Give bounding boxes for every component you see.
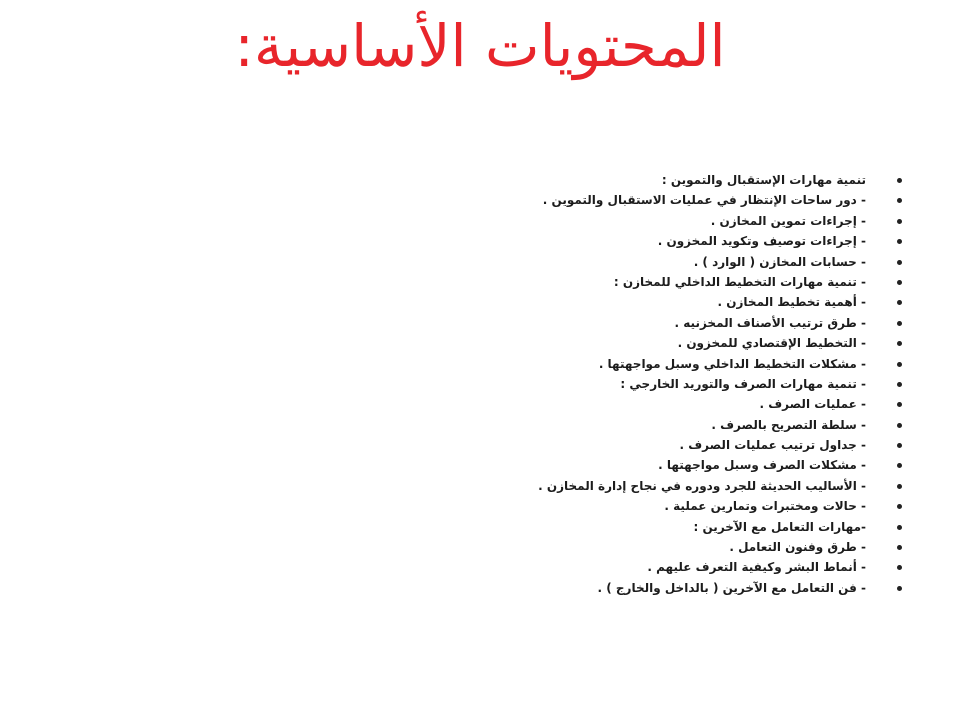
content-area (520, 170, 910, 610)
bullet-icon (897, 362, 902, 367)
list-item-text: تنمية مهارات الإستقبال والتموين : (661, 173, 866, 187)
list-item (520, 170, 910, 190)
list-item-text: - تنمية مهارات الصرف والتوريد الخارجي : (620, 376, 866, 391)
list-item-text: - أهمية تخطيط المخازن . (717, 295, 866, 310)
bullet-icon (897, 423, 902, 428)
list-item-text: - مشكلات الصرف وسبل مواجهتها . (658, 458, 866, 473)
list-item (520, 557, 910, 577)
bullet-icon (897, 504, 902, 509)
list-item (520, 415, 910, 435)
bullet-icon (897, 280, 902, 285)
list-item-text: - عمليات الصرف . (759, 397, 866, 412)
list-item-text: - حالات ومختبرات وتمارين عملية . (664, 499, 866, 514)
list-item (520, 333, 910, 353)
list-item (520, 455, 910, 475)
list-item (520, 374, 910, 394)
list-item (520, 292, 910, 312)
bullet-icon (897, 382, 902, 387)
list-item (520, 190, 910, 210)
list-item-text: - التخطيط الإقتصادي للمخزون . (677, 336, 866, 351)
bullet-icon (897, 463, 902, 468)
list-item-text: - فن التعامل مع الآخرين ( بالداخل والخارج ) . (597, 580, 866, 595)
list-item-text: - طرق ترتيب الأصناف المخزنيه . (674, 315, 866, 330)
bullet-icon (897, 239, 902, 244)
bullet-icon (897, 219, 902, 224)
list-item-text: - مشكلات التخطيط الداخلي وسبل مواجهتها . (598, 356, 866, 371)
bullet-icon (897, 586, 902, 591)
bullet-icon (897, 525, 902, 530)
list-item (520, 272, 910, 292)
list-item-text: - حسابات المخازن ( الوارد ) . (693, 254, 866, 269)
slide-title: المحتويات الأساسية: (234, 12, 726, 80)
list-item-text: - إجراءات توصيف وتكويد المخزون . (657, 234, 866, 249)
bullet-icon (897, 300, 902, 305)
list-item (520, 435, 910, 455)
bullet-icon (897, 321, 902, 326)
list-item (520, 252, 910, 272)
list-item-text: - طرق وفنون التعامل . (729, 540, 866, 555)
list-item-text: - إجراءات تموين المخازن . (710, 213, 866, 228)
bullet-list (520, 170, 910, 598)
list-item (520, 231, 910, 251)
list-item-text: - أنماط البشر وكيفية التعرف عليهم . (647, 560, 866, 575)
list-item-text: -مهارات التعامل مع الآخرين : (693, 519, 866, 534)
list-item (520, 354, 910, 374)
list-item-text: - دور ساحات الإنتظار في عمليات الاستقبال والتموين . (542, 193, 866, 208)
list-item (520, 537, 910, 557)
list-item-text: - الأساليب الحديثة للجرد ودوره في نجاح إدارة المخازن . (538, 478, 866, 493)
bullet-icon (897, 402, 902, 407)
bullet-icon (897, 198, 902, 203)
bullet-icon (897, 178, 902, 183)
list-item-text: - سلطة التصريح بالصرف . (711, 417, 866, 432)
list-item (520, 394, 910, 414)
bullet-icon (897, 260, 902, 265)
bullet-icon (897, 545, 902, 550)
list-item (520, 313, 910, 333)
bullet-icon (897, 443, 902, 448)
list-item (520, 517, 910, 537)
bullet-icon (897, 484, 902, 489)
list-item-text: - تنمية مهارات التخطيط الداخلي للمخازن : (613, 274, 866, 289)
bullet-icon (897, 565, 902, 570)
bullet-icon (897, 341, 902, 346)
list-item (520, 476, 910, 496)
list-item (520, 211, 910, 231)
list-item-text: - جداول ترتيب عمليات الصرف . (679, 438, 866, 453)
list-item (520, 496, 910, 516)
list-item (520, 578, 910, 598)
